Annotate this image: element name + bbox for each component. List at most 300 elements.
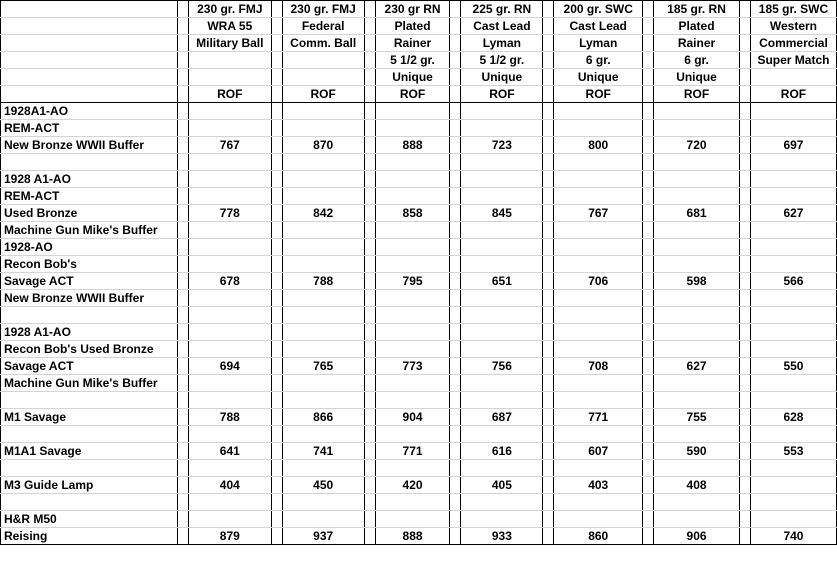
spacer-cell[interactable] xyxy=(450,52,461,69)
spacer-cell[interactable] xyxy=(643,494,654,511)
rof-value-cell[interactable]: 723 xyxy=(461,137,543,154)
metric-label-cell[interactable]: ROF xyxy=(654,86,740,103)
spacer-cell[interactable] xyxy=(271,120,282,137)
spacer-cell[interactable] xyxy=(543,409,554,426)
rof-value-cell[interactable]: 771 xyxy=(375,443,450,460)
firearm-label-cell[interactable] xyxy=(1,494,178,511)
spacer-cell[interactable] xyxy=(271,171,282,188)
empty-cell[interactable] xyxy=(375,392,450,409)
spacer-cell[interactable] xyxy=(739,256,750,273)
spacer-cell[interactable] xyxy=(643,290,654,307)
spacer-cell[interactable] xyxy=(177,375,188,392)
firearm-label-cell[interactable]: Savage ACT xyxy=(1,273,178,290)
spacer-cell[interactable] xyxy=(364,239,375,256)
header-corner-cell[interactable] xyxy=(1,35,178,52)
spacer-cell[interactable] xyxy=(177,528,188,545)
spacer-cell[interactable] xyxy=(271,35,282,52)
column-header-cell[interactable]: Unique xyxy=(654,69,740,86)
spacer-cell[interactable] xyxy=(450,290,461,307)
spacer-cell[interactable] xyxy=(364,205,375,222)
empty-cell[interactable] xyxy=(654,290,740,307)
spacer-cell[interactable] xyxy=(364,256,375,273)
spacer-cell[interactable] xyxy=(364,86,375,103)
spacer-cell[interactable] xyxy=(271,18,282,35)
spacer-cell[interactable] xyxy=(739,290,750,307)
spacer-cell[interactable] xyxy=(543,52,554,69)
spacer-cell[interactable] xyxy=(177,188,188,205)
spacer-cell[interactable] xyxy=(450,511,461,528)
spacer-cell[interactable] xyxy=(364,171,375,188)
empty-cell[interactable] xyxy=(554,307,643,324)
firearm-label-cell[interactable]: M3 Guide Lamp xyxy=(1,477,178,494)
spacer-cell[interactable] xyxy=(364,409,375,426)
empty-cell[interactable] xyxy=(654,103,740,120)
empty-cell[interactable] xyxy=(282,171,364,188)
empty-cell[interactable] xyxy=(654,222,740,239)
empty-cell[interactable] xyxy=(375,256,450,273)
rof-value-cell[interactable]: 756 xyxy=(461,358,543,375)
spacer-cell[interactable] xyxy=(739,426,750,443)
column-header-cell[interactable]: Lyman xyxy=(554,35,643,52)
empty-cell[interactable] xyxy=(375,324,450,341)
column-header-cell[interactable]: Western xyxy=(750,18,836,35)
empty-cell[interactable] xyxy=(750,154,836,171)
empty-cell[interactable] xyxy=(375,154,450,171)
spacer-cell[interactable] xyxy=(177,477,188,494)
empty-cell[interactable] xyxy=(750,324,836,341)
spacer-cell[interactable] xyxy=(177,103,188,120)
rof-value-cell[interactable]: 403 xyxy=(554,477,643,494)
firearm-label-cell[interactable]: REM-ACT xyxy=(1,120,178,137)
spacer-cell[interactable] xyxy=(364,290,375,307)
spacer-cell[interactable] xyxy=(543,477,554,494)
spacer-cell[interactable] xyxy=(271,290,282,307)
spacer-cell[interactable] xyxy=(739,358,750,375)
firearm-label-cell[interactable]: 1928 A1-AO xyxy=(1,171,178,188)
spacer-cell[interactable] xyxy=(739,341,750,358)
header-corner-cell[interactable] xyxy=(1,69,178,86)
spacer-cell[interactable] xyxy=(271,52,282,69)
spacer-cell[interactable] xyxy=(643,256,654,273)
empty-cell[interactable] xyxy=(750,256,836,273)
spacer-cell[interactable] xyxy=(543,239,554,256)
spacer-cell[interactable] xyxy=(450,341,461,358)
rof-value-cell[interactable]: 687 xyxy=(461,409,543,426)
rof-value-cell[interactable]: 641 xyxy=(188,443,271,460)
column-header-cell[interactable] xyxy=(282,52,364,69)
spacer-cell[interactable] xyxy=(543,18,554,35)
spacer-cell[interactable] xyxy=(450,154,461,171)
spacer-cell[interactable] xyxy=(364,103,375,120)
spacer-cell[interactable] xyxy=(364,511,375,528)
empty-cell[interactable] xyxy=(188,392,271,409)
spacer-cell[interactable] xyxy=(450,324,461,341)
spacer-cell[interactable] xyxy=(450,1,461,18)
spacer-cell[interactable] xyxy=(450,171,461,188)
spacer-cell[interactable] xyxy=(543,341,554,358)
spacer-cell[interactable] xyxy=(364,52,375,69)
empty-cell[interactable] xyxy=(554,188,643,205)
empty-cell[interactable] xyxy=(375,103,450,120)
column-header-cell[interactable]: Rainer xyxy=(654,35,740,52)
spacer-cell[interactable] xyxy=(364,307,375,324)
empty-cell[interactable] xyxy=(282,375,364,392)
rof-value-cell[interactable]: 627 xyxy=(750,205,836,222)
spacer-cell[interactable] xyxy=(271,443,282,460)
header-corner-cell[interactable] xyxy=(1,1,178,18)
spacer-cell[interactable] xyxy=(364,35,375,52)
empty-cell[interactable] xyxy=(750,188,836,205)
spacer-cell[interactable] xyxy=(364,188,375,205)
spacer-cell[interactable] xyxy=(543,69,554,86)
empty-cell[interactable] xyxy=(461,239,543,256)
empty-cell[interactable] xyxy=(654,392,740,409)
spacer-cell[interactable] xyxy=(271,341,282,358)
spacer-cell[interactable] xyxy=(643,443,654,460)
spacer-cell[interactable] xyxy=(739,460,750,477)
empty-cell[interactable] xyxy=(188,324,271,341)
firearm-label-cell[interactable] xyxy=(1,154,178,171)
spacer-cell[interactable] xyxy=(739,375,750,392)
empty-cell[interactable] xyxy=(282,341,364,358)
firearm-label-cell[interactable]: H&R M50 xyxy=(1,511,178,528)
spacer-cell[interactable] xyxy=(364,494,375,511)
spacer-cell[interactable] xyxy=(643,137,654,154)
empty-cell[interactable] xyxy=(461,511,543,528)
spacer-cell[interactable] xyxy=(177,52,188,69)
empty-cell[interactable] xyxy=(375,239,450,256)
empty-cell[interactable] xyxy=(554,324,643,341)
spacer-cell[interactable] xyxy=(643,120,654,137)
firearm-label-cell[interactable]: Machine Gun Mike's Buffer xyxy=(1,375,178,392)
column-header-cell[interactable]: 5 1/2 gr. xyxy=(375,52,450,69)
spacer-cell[interactable] xyxy=(543,511,554,528)
column-header-cell[interactable] xyxy=(750,69,836,86)
spacer-cell[interactable] xyxy=(177,154,188,171)
spacer-cell[interactable] xyxy=(177,409,188,426)
column-header-cell[interactable]: Plated xyxy=(375,18,450,35)
firearm-label-cell[interactable] xyxy=(1,460,178,477)
empty-cell[interactable] xyxy=(282,324,364,341)
column-header-cell[interactable]: Military Ball xyxy=(188,35,271,52)
metric-label-cell[interactable]: ROF xyxy=(188,86,271,103)
column-header-cell[interactable]: 200 gr. SWC xyxy=(554,1,643,18)
spacer-cell[interactable] xyxy=(271,1,282,18)
empty-cell[interactable] xyxy=(750,375,836,392)
spacer-cell[interactable] xyxy=(739,18,750,35)
spacer-cell[interactable] xyxy=(271,273,282,290)
empty-cell[interactable] xyxy=(461,171,543,188)
spacer-cell[interactable] xyxy=(739,528,750,545)
column-header-cell[interactable]: Unique xyxy=(461,69,543,86)
spacer-cell[interactable] xyxy=(543,273,554,290)
spacer-cell[interactable] xyxy=(177,222,188,239)
empty-cell[interactable] xyxy=(750,494,836,511)
rof-value-cell[interactable]: 933 xyxy=(461,528,543,545)
spacer-cell[interactable] xyxy=(364,341,375,358)
empty-cell[interactable] xyxy=(282,426,364,443)
empty-cell[interactable] xyxy=(654,494,740,511)
rof-value-cell[interactable]: 553 xyxy=(750,443,836,460)
spacer-cell[interactable] xyxy=(643,205,654,222)
firearm-label-cell[interactable] xyxy=(1,392,178,409)
spacer-cell[interactable] xyxy=(177,324,188,341)
spacer-cell[interactable] xyxy=(271,426,282,443)
empty-cell[interactable] xyxy=(654,375,740,392)
spacer-cell[interactable] xyxy=(739,1,750,18)
empty-cell[interactable] xyxy=(461,392,543,409)
empty-cell[interactable] xyxy=(282,307,364,324)
spacer-cell[interactable] xyxy=(364,426,375,443)
empty-cell[interactable] xyxy=(654,324,740,341)
spacer-cell[interactable] xyxy=(739,409,750,426)
spacer-cell[interactable] xyxy=(739,324,750,341)
empty-cell[interactable] xyxy=(461,426,543,443)
spacer-cell[interactable] xyxy=(177,443,188,460)
spacer-cell[interactable] xyxy=(543,171,554,188)
rof-value-cell[interactable]: 906 xyxy=(654,528,740,545)
column-header-cell[interactable] xyxy=(282,69,364,86)
column-header-cell[interactable]: Cast Lead xyxy=(554,18,643,35)
firearm-label-cell[interactable]: 1928 A1-AO xyxy=(1,324,178,341)
spacer-cell[interactable] xyxy=(739,103,750,120)
spacer-cell[interactable] xyxy=(643,1,654,18)
column-header-cell[interactable]: Cast Lead xyxy=(461,18,543,35)
empty-cell[interactable] xyxy=(188,154,271,171)
empty-cell[interactable] xyxy=(375,511,450,528)
spacer-cell[interactable] xyxy=(271,188,282,205)
rof-value-cell[interactable] xyxy=(750,477,836,494)
spacer-cell[interactable] xyxy=(739,69,750,86)
spacer-cell[interactable] xyxy=(271,358,282,375)
rof-value-cell[interactable]: 681 xyxy=(654,205,740,222)
empty-cell[interactable] xyxy=(282,103,364,120)
empty-cell[interactable] xyxy=(188,222,271,239)
rof-value-cell[interactable]: 628 xyxy=(750,409,836,426)
rof-value-cell[interactable]: 866 xyxy=(282,409,364,426)
empty-cell[interactable] xyxy=(654,307,740,324)
spacer-cell[interactable] xyxy=(643,375,654,392)
empty-cell[interactable] xyxy=(375,188,450,205)
firearm-label-cell[interactable]: Machine Gun Mike's Buffer xyxy=(1,222,178,239)
empty-cell[interactable] xyxy=(282,188,364,205)
column-header-cell[interactable]: Lyman xyxy=(461,35,543,52)
spacer-cell[interactable] xyxy=(643,528,654,545)
spacer-cell[interactable] xyxy=(643,392,654,409)
spacer-cell[interactable] xyxy=(271,477,282,494)
spacer-cell[interactable] xyxy=(643,188,654,205)
spacer-cell[interactable] xyxy=(271,409,282,426)
spacer-cell[interactable] xyxy=(643,86,654,103)
spacer-cell[interactable] xyxy=(450,18,461,35)
spacer-cell[interactable] xyxy=(271,324,282,341)
spacer-cell[interactable] xyxy=(543,358,554,375)
rof-value-cell[interactable]: 697 xyxy=(750,137,836,154)
spacer-cell[interactable] xyxy=(739,443,750,460)
empty-cell[interactable] xyxy=(654,239,740,256)
empty-cell[interactable] xyxy=(282,120,364,137)
spacer-cell[interactable] xyxy=(364,69,375,86)
rof-value-cell[interactable]: 408 xyxy=(654,477,740,494)
empty-cell[interactable] xyxy=(375,222,450,239)
empty-cell[interactable] xyxy=(554,494,643,511)
spacer-cell[interactable] xyxy=(450,392,461,409)
spacer-cell[interactable] xyxy=(543,188,554,205)
column-header-cell[interactable]: 230 gr RN xyxy=(375,1,450,18)
empty-cell[interactable] xyxy=(750,239,836,256)
empty-cell[interactable] xyxy=(654,256,740,273)
spacer-cell[interactable] xyxy=(177,18,188,35)
empty-cell[interactable] xyxy=(554,120,643,137)
spacer-cell[interactable] xyxy=(271,460,282,477)
spacer-cell[interactable] xyxy=(177,426,188,443)
empty-cell[interactable] xyxy=(750,120,836,137)
spacer-cell[interactable] xyxy=(543,222,554,239)
spacer-cell[interactable] xyxy=(450,137,461,154)
firearm-label-cell[interactable]: REM-ACT xyxy=(1,188,178,205)
empty-cell[interactable] xyxy=(375,307,450,324)
empty-cell[interactable] xyxy=(188,307,271,324)
firearm-label-cell[interactable]: 1928-AO xyxy=(1,239,178,256)
spacer-cell[interactable] xyxy=(643,409,654,426)
spacer-cell[interactable] xyxy=(177,35,188,52)
spacer-cell[interactable] xyxy=(543,205,554,222)
spacer-cell[interactable] xyxy=(177,341,188,358)
firearm-label-cell[interactable]: Savage ACT xyxy=(1,358,178,375)
spacer-cell[interactable] xyxy=(177,1,188,18)
column-header-cell[interactable]: 6 gr. xyxy=(654,52,740,69)
spacer-cell[interactable] xyxy=(364,443,375,460)
empty-cell[interactable] xyxy=(375,120,450,137)
firearm-label-cell[interactable]: Recon Bob's Used Bronze xyxy=(1,341,178,358)
spacer-cell[interactable] xyxy=(643,52,654,69)
column-header-cell[interactable]: WRA 55 xyxy=(188,18,271,35)
empty-cell[interactable] xyxy=(188,375,271,392)
empty-cell[interactable] xyxy=(654,171,740,188)
rof-value-cell[interactable]: 598 xyxy=(654,273,740,290)
column-header-cell[interactable]: 225 gr. RN xyxy=(461,1,543,18)
spacer-cell[interactable] xyxy=(364,154,375,171)
rof-value-cell[interactable]: 566 xyxy=(750,273,836,290)
spacer-cell[interactable] xyxy=(271,86,282,103)
column-header-cell[interactable]: Commercial xyxy=(750,35,836,52)
spacer-cell[interactable] xyxy=(543,392,554,409)
rof-value-cell[interactable]: 694 xyxy=(188,358,271,375)
empty-cell[interactable] xyxy=(375,494,450,511)
rof-value-cell[interactable]: 767 xyxy=(554,205,643,222)
spacer-cell[interactable] xyxy=(739,35,750,52)
spacer-cell[interactable] xyxy=(450,528,461,545)
rof-value-cell[interactable]: 800 xyxy=(554,137,643,154)
spacer-cell[interactable] xyxy=(739,494,750,511)
empty-cell[interactable] xyxy=(554,154,643,171)
empty-cell[interactable] xyxy=(375,460,450,477)
empty-cell[interactable] xyxy=(188,511,271,528)
column-header-cell[interactable]: 230 gr. FMJ xyxy=(188,1,271,18)
spacer-cell[interactable] xyxy=(271,222,282,239)
empty-cell[interactable] xyxy=(554,511,643,528)
column-header-cell[interactable]: Federal xyxy=(282,18,364,35)
spacer-cell[interactable] xyxy=(739,120,750,137)
empty-cell[interactable] xyxy=(654,341,740,358)
rof-value-cell[interactable]: 842 xyxy=(282,205,364,222)
empty-cell[interactable] xyxy=(188,103,271,120)
rof-value-cell[interactable]: 755 xyxy=(654,409,740,426)
empty-cell[interactable] xyxy=(554,392,643,409)
spacer-cell[interactable] xyxy=(450,307,461,324)
spacer-cell[interactable] xyxy=(450,494,461,511)
spacer-cell[interactable] xyxy=(177,307,188,324)
spacer-cell[interactable] xyxy=(643,307,654,324)
column-header-cell[interactable]: 230 gr. FMJ xyxy=(282,1,364,18)
spacer-cell[interactable] xyxy=(543,256,554,273)
rof-value-cell[interactable]: 678 xyxy=(188,273,271,290)
spacer-cell[interactable] xyxy=(271,256,282,273)
spacer-cell[interactable] xyxy=(271,494,282,511)
empty-cell[interactable] xyxy=(461,154,543,171)
empty-cell[interactable] xyxy=(554,375,643,392)
empty-cell[interactable] xyxy=(282,494,364,511)
spacer-cell[interactable] xyxy=(543,154,554,171)
empty-cell[interactable] xyxy=(461,307,543,324)
spacer-cell[interactable] xyxy=(364,1,375,18)
spacer-cell[interactable] xyxy=(364,375,375,392)
spacer-cell[interactable] xyxy=(543,307,554,324)
spacer-cell[interactable] xyxy=(271,307,282,324)
column-header-cell[interactable]: Plated xyxy=(654,18,740,35)
spacer-cell[interactable] xyxy=(543,35,554,52)
spacer-cell[interactable] xyxy=(271,375,282,392)
rof-value-cell[interactable]: 904 xyxy=(375,409,450,426)
empty-cell[interactable] xyxy=(554,341,643,358)
spacer-cell[interactable] xyxy=(739,205,750,222)
spacer-cell[interactable] xyxy=(271,392,282,409)
empty-cell[interactable] xyxy=(188,290,271,307)
spacer-cell[interactable] xyxy=(643,69,654,86)
empty-cell[interactable] xyxy=(188,256,271,273)
empty-cell[interactable] xyxy=(461,460,543,477)
empty-cell[interactable] xyxy=(750,511,836,528)
spacer-cell[interactable] xyxy=(177,358,188,375)
spacer-cell[interactable] xyxy=(543,1,554,18)
rof-value-cell[interactable]: 741 xyxy=(282,443,364,460)
empty-cell[interactable] xyxy=(282,392,364,409)
rof-value-cell[interactable]: 765 xyxy=(282,358,364,375)
empty-cell[interactable] xyxy=(554,460,643,477)
spacer-cell[interactable] xyxy=(643,171,654,188)
firearm-label-cell[interactable]: M1A1 Savage xyxy=(1,443,178,460)
header-corner-cell[interactable] xyxy=(1,52,178,69)
spacer-cell[interactable] xyxy=(177,137,188,154)
spacer-cell[interactable] xyxy=(450,188,461,205)
spacer-cell[interactable] xyxy=(177,205,188,222)
empty-cell[interactable] xyxy=(188,239,271,256)
rof-value-cell[interactable]: 879 xyxy=(188,528,271,545)
rof-value-cell[interactable]: 795 xyxy=(375,273,450,290)
rof-value-cell[interactable]: 937 xyxy=(282,528,364,545)
column-header-cell[interactable]: 5 1/2 gr. xyxy=(461,52,543,69)
firearm-label-cell[interactable]: M1 Savage xyxy=(1,409,178,426)
empty-cell[interactable] xyxy=(654,188,740,205)
metric-label-cell[interactable]: ROF xyxy=(750,86,836,103)
spacer-cell[interactable] xyxy=(643,222,654,239)
spacer-cell[interactable] xyxy=(177,511,188,528)
spacer-cell[interactable] xyxy=(543,528,554,545)
spacer-cell[interactable] xyxy=(739,154,750,171)
rof-value-cell[interactable]: 404 xyxy=(188,477,271,494)
spacer-cell[interactable] xyxy=(739,511,750,528)
spacer-cell[interactable] xyxy=(543,103,554,120)
